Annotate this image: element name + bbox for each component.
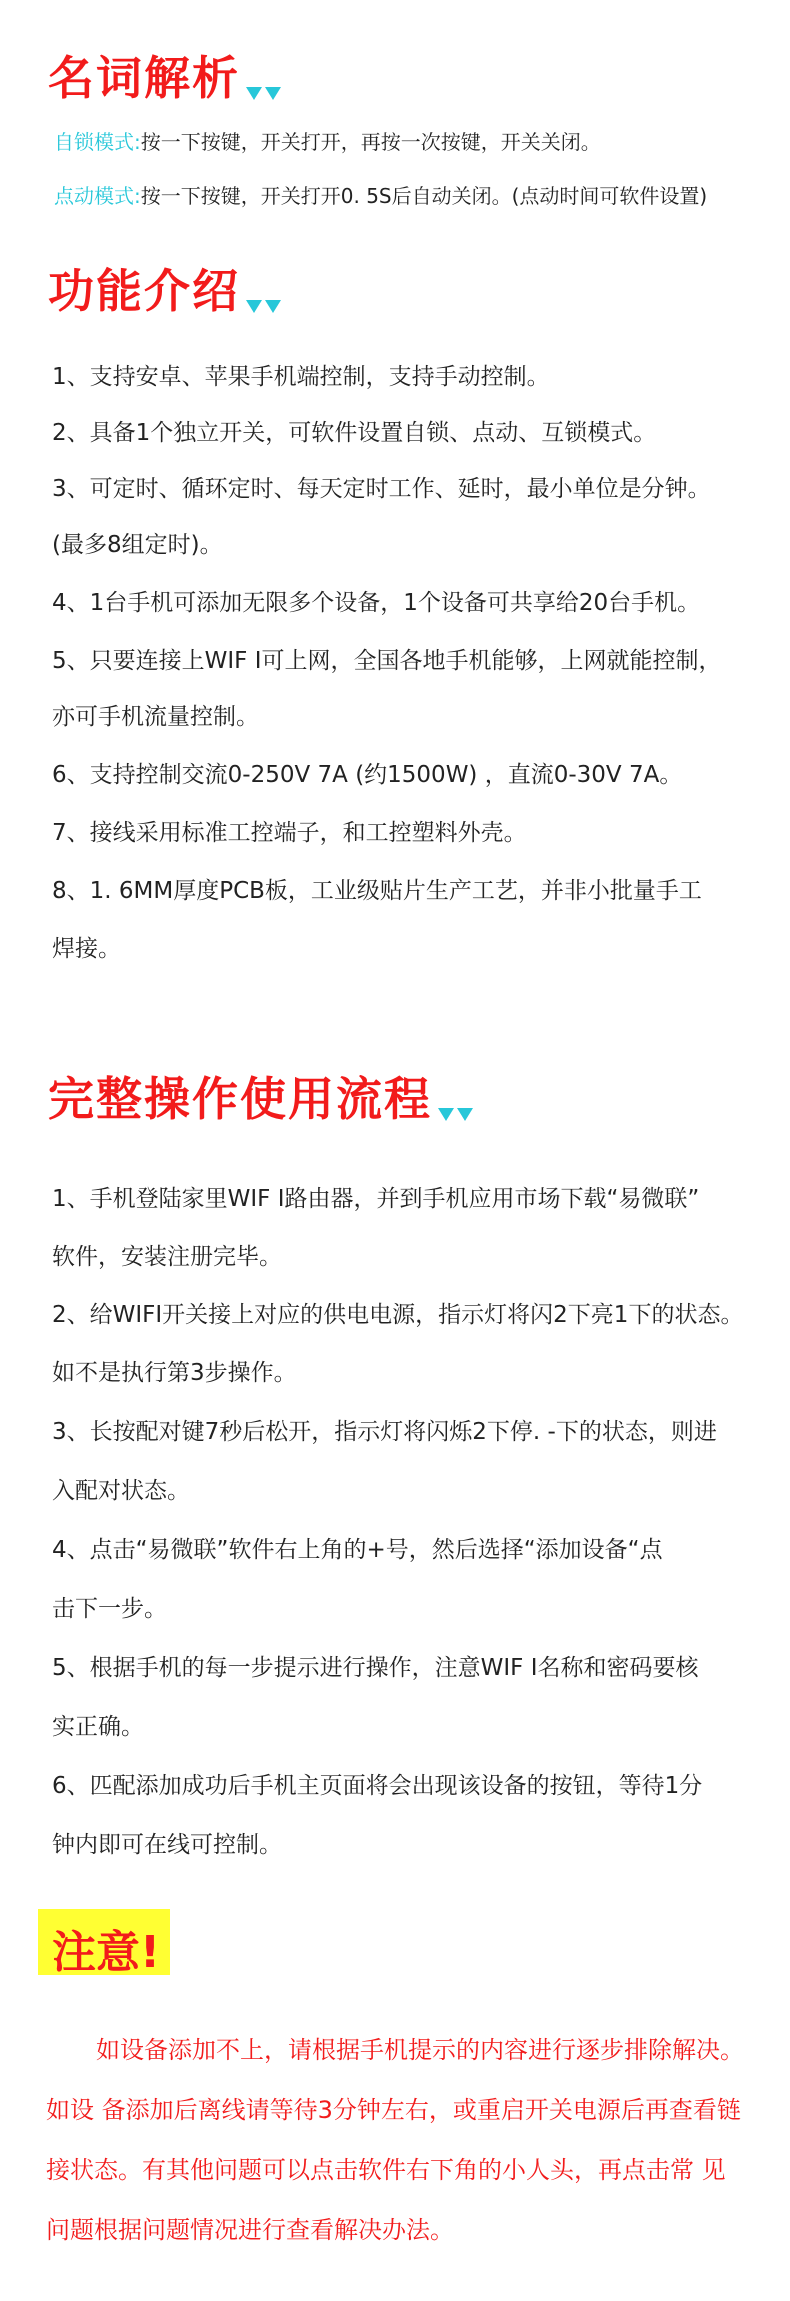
procedure-heading	[48, 1063, 473, 1129]
triangle-down-icon	[246, 87, 262, 100]
notice-title: 注意!	[52, 1927, 161, 1978]
triangle-down-icon	[246, 300, 262, 313]
glossary-jog-line	[54, 180, 707, 209]
procedure-title: 完整操作使用流程	[48, 1072, 432, 1126]
notice-line: 如设 备添加后离线请等待3分钟左右，或重启开关电源后再查看链	[46, 2096, 741, 2124]
glossary-heading	[48, 42, 281, 108]
features-heading	[48, 255, 281, 321]
feature-line: 7、接线采用标准工控端子，和工控塑料外壳。	[52, 820, 527, 846]
procedure-line: 如不是执行第3步操作。	[52, 1360, 297, 1386]
procedure-line: 5、根据手机的每一步提示进行操作，注意WIF I名称和密码要核	[52, 1655, 699, 1681]
procedure-line: 击下一步。	[52, 1596, 167, 1622]
triangle-down-icon	[265, 300, 281, 313]
triangle-down-icon	[457, 1108, 473, 1121]
procedure-line: 入配对状态。	[52, 1478, 190, 1504]
glossary-title: 名词解析	[48, 51, 240, 105]
procedure-line: 3、长按配对键7秒后松开，指示灯将闪烁2下停. -下的状态，则进	[52, 1419, 717, 1445]
glossary-latch-line	[54, 126, 601, 155]
procedure-line: 6、匹配添加成功后手机主页面将会出现该设备的按钮，等待1分	[52, 1773, 703, 1799]
jog-text: 按一下按键，开关打开0. 5S后自动关闭。(点动时间可软件设置)	[140, 184, 708, 208]
feature-line: 5、只要连接上WIF I可上网，全国各地手机能够，上网就能控制，	[52, 648, 722, 674]
feature-line: 8、1. 6MM厚度PCB板，工业级贴片生产工艺，并非小批量手工	[52, 878, 702, 904]
feature-line: 1、支持安卓、苹果手机端控制，支持手动控制。	[52, 364, 550, 390]
feature-line: 4、1台手机可添加无限多个设备，1个设备可共享给20台手机。	[52, 590, 701, 616]
procedure-line: 软件，安装注册完毕。	[52, 1244, 282, 1270]
procedure-line: 1、手机登陆家里WIF I路由器，并到手机应用市场下载“易微联”	[52, 1186, 700, 1212]
procedure-line: 实正确。	[52, 1714, 144, 1740]
procedure-line: 4、点击“易微联”软件右上角的+号，然后选择“添加设备“点	[52, 1537, 663, 1563]
feature-line: (最多8组定时)。	[52, 532, 223, 558]
notice-line: 如设备添加不上，请根据手机提示的内容进行逐步排除解决。	[96, 2036, 744, 2064]
latch-term: 自锁模式:	[54, 130, 141, 154]
feature-line: 焊接。	[52, 936, 121, 962]
triangle-down-icon	[265, 87, 281, 100]
procedure-line: 2、给WIFI开关接上对应的供电电源，指示灯将闪2下亮1下的状态。	[52, 1302, 744, 1328]
triangle-down-icon	[438, 1108, 454, 1121]
jog-term: 点动模式:	[54, 184, 141, 208]
notice-line: 接状态。有其他问题可以点击软件右下角的小人头，再点击常 见	[46, 2156, 726, 2184]
procedure-line: 钟内即可在线可控制。	[52, 1832, 282, 1858]
features-title: 功能介绍	[48, 264, 240, 318]
feature-line: 3、可定时、循环定时、每天定时工作、延时，最小单位是分钟。	[52, 476, 711, 502]
feature-line: 2、具备1个独立开关，可软件设置自锁、点动、互锁模式。	[52, 420, 657, 446]
notice-line: 问题根据问题情况进行查看解决办法。	[46, 2216, 454, 2244]
latch-text: 按一下按键，开关打开，再按一次按键，开关关闭。	[140, 130, 601, 154]
feature-line: 6、支持控制交流0-250V 7A (约1500W) ，直流0-30V 7A。	[52, 762, 683, 788]
feature-line: 亦可手机流量控制。	[52, 704, 259, 730]
